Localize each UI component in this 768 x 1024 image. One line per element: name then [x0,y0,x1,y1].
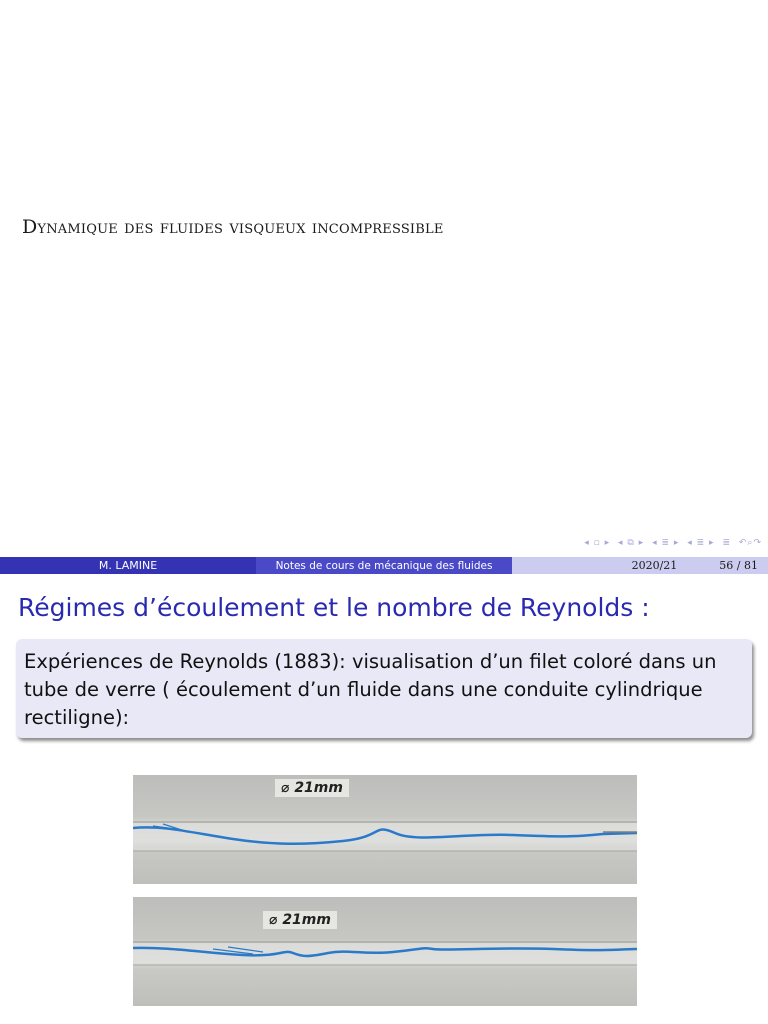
footer-year: 2020/21 [631,559,678,572]
diameter-icon: ⌀ [281,780,295,796]
nav-section-icon[interactable]: ◂ ≣ ▸ [652,538,680,548]
block-text: Expériences de Reynolds (1883): visualisation d’un filet coloré dans un tube de verre ( écoulement d’un fluide dans une conduite cylindrique rectiligne): [24,650,717,729]
tube-drawing [133,897,637,1006]
slide-lower [0,575,768,1024]
beamer-navigation[interactable] [580,538,762,548]
diameter-label: ⌀ 21mm [263,911,337,929]
section-title: Dynamique des fluides visqueux incompressible [22,216,444,238]
diameter-label: ⌀ 21mm [275,779,349,797]
footer-title: Notes de cours de mécanique des fluides [256,557,512,574]
nav-appendix-icon[interactable]: ≣ [722,538,731,548]
reynolds-photo-transitional [133,897,637,1006]
nav-frame-icon[interactable]: ◂ ▫ ▸ [584,538,611,548]
footer-bar [0,557,768,574]
frame-title: Régimes d’écoulement et le nombre de Reynolds : [18,593,650,622]
reynolds-photo-laminar [133,775,637,884]
tube-drawing [133,775,637,884]
diameter-icon: ⌀ [269,912,283,928]
footer-author: M. LAMINE [0,557,256,574]
footer-page-number: 56 / 81 [719,559,758,572]
nav-document-icon[interactable]: ◂ ≣ ▸ [687,538,715,548]
nav-search-undo-icon[interactable]: ↶⌕↷ [738,538,762,548]
text-block [16,639,752,738]
footer-right [512,557,768,574]
nav-subsection-icon[interactable]: ◂ ⧉ ▸ [618,538,645,548]
